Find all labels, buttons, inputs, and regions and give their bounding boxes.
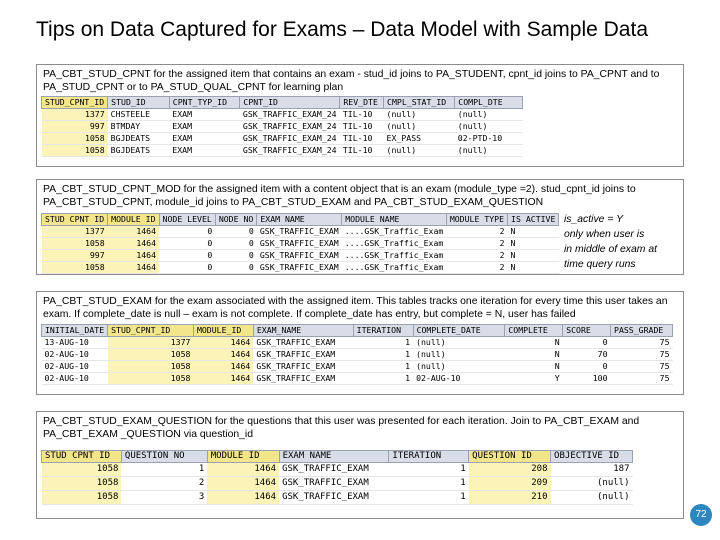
table-cell: 0: [563, 361, 611, 373]
table-cell: 75: [611, 373, 673, 385]
table-cell: EXAM: [169, 133, 240, 145]
table-cell: 1377: [42, 109, 108, 121]
table-cell: 0: [215, 262, 257, 274]
column-header: ITERATION: [389, 451, 469, 463]
table-cell: GSK_TRAFFIC_EXAM: [253, 373, 353, 385]
table-cell: 1: [389, 477, 469, 491]
table-cell: 1464: [207, 477, 279, 491]
table-cell: 1464: [108, 238, 159, 250]
note-line: in middle of exam at: [564, 244, 657, 255]
table-cell: GSK_TRAFFIC_EXAM: [253, 361, 353, 373]
table-cell: 1464: [207, 491, 279, 505]
table-cell: 208: [469, 463, 551, 477]
table-cell: 02-PTD-10: [455, 133, 523, 145]
table-cell: 1058: [42, 238, 108, 250]
table-cell: 1: [353, 349, 413, 361]
table-cell: N: [505, 337, 563, 349]
table-row: [42, 109, 523, 121]
table-cell: N: [508, 250, 559, 262]
table-cell: 1058: [108, 349, 194, 361]
table-cell: Y: [505, 373, 563, 385]
table-cell: GSK_TRAFFIC_EXAM: [253, 349, 353, 361]
table-cell: (null): [455, 145, 523, 157]
table-row: [42, 349, 673, 361]
table-cell: 1058: [42, 477, 122, 491]
table-cell: 0: [159, 226, 215, 238]
table-cell: 187: [551, 463, 633, 477]
table-cell: 02-AUG-10: [42, 349, 108, 361]
table-cell: 75: [611, 361, 673, 373]
table-cell: 13-AUG-10: [42, 337, 108, 349]
table-row: [42, 491, 633, 505]
panel-stud-cpnt: [36, 64, 684, 167]
table-cell: GSK_TRAFFIC_EXAM_24: [240, 133, 340, 145]
column-header: EXAM_NAME: [253, 325, 353, 337]
table-cell: 997: [42, 250, 108, 262]
column-header: REV_DTE: [340, 97, 384, 109]
column-header: COMPLETE_DATE: [413, 325, 505, 337]
table-cell: GSK_TRAFFIC_EXAM_24: [240, 145, 340, 157]
table-cell: GSK_TRAFFIC_EXAM: [257, 250, 342, 262]
table-cell: 2: [446, 238, 507, 250]
data-table: [41, 213, 559, 274]
table-cell: 3: [121, 491, 207, 505]
table-cell: 75: [611, 337, 673, 349]
table-cell: 1464: [108, 250, 159, 262]
table-cell: 2: [446, 250, 507, 262]
column-header: CPNT_ID: [240, 97, 340, 109]
table-cell: 100: [563, 373, 611, 385]
column-header: PASS_GRADE: [611, 325, 673, 337]
table-cell: GSK_TRAFFIC_EXAM: [257, 226, 342, 238]
note-line: time query runs: [564, 259, 636, 270]
table-cell: 02-AUG-10: [413, 373, 505, 385]
table-cell: GSK_TRAFFIC_EXAM: [253, 337, 353, 349]
table-cell: GSK_TRAFFIC_EXAM: [279, 463, 389, 477]
page-number-badge: 72: [690, 504, 712, 526]
table-cell: EXAM: [169, 121, 240, 133]
table-row: [42, 121, 523, 133]
column-header: SCORE: [563, 325, 611, 337]
panel-description: PA_CBT_STUD_CPNT for the assigned item that contains an exam - stud_id joins to PA_STUDENT, cpnt_id joins to PA_CPNT and to PA_STUD_CPNT or to PA_STUD_QUAL_CPNT for learning plan: [43, 69, 660, 93]
table-cell: 0: [215, 250, 257, 262]
table-cell: 0: [215, 238, 257, 250]
table-cell: 0: [159, 262, 215, 274]
column-header: STUD_CPNT_ID: [42, 97, 108, 109]
table-cell: N: [508, 226, 559, 238]
column-header: COMPLETE: [505, 325, 563, 337]
column-header: MODULE ID: [207, 451, 279, 463]
table-cell: 1377: [42, 226, 108, 238]
table-row: [42, 145, 523, 157]
table-row: [42, 337, 673, 349]
table-cell: TIL-10: [340, 133, 384, 145]
column-header: STUD CPNT ID: [42, 214, 108, 226]
table-cell: 2: [446, 226, 507, 238]
table-cell: 1464: [193, 373, 253, 385]
panel-description: PA_CBT_STUD_EXAM_QUESTION for the questions that this user was presented for each iteration. Join to PA_CBT_EXAM and PA_CBT_EXAM _QUESTION via question_id: [43, 416, 640, 440]
column-header: ITERATION: [353, 325, 413, 337]
note-line: only when user is: [564, 229, 645, 240]
column-header: IS ACTIVE: [508, 214, 559, 226]
table-cell: 2: [446, 262, 507, 274]
column-header: QUESTION ID: [469, 451, 551, 463]
table-cell: 1464: [193, 349, 253, 361]
table-cell: 1464: [193, 337, 253, 349]
table-cell: (null): [413, 349, 505, 361]
table-cell: 1: [121, 463, 207, 477]
table-cell: 1058: [42, 133, 108, 145]
table-cell: GSK_TRAFFIC_EXAM: [279, 491, 389, 505]
table-cell: 1058: [108, 373, 194, 385]
table-cell: EX_PASS: [384, 133, 455, 145]
data-table: [41, 450, 633, 505]
table-cell: BGJDEATS: [108, 133, 170, 145]
table-row: [42, 133, 523, 145]
table-cell: CHSTEELE: [108, 109, 170, 121]
column-header: STUD CPNT ID: [42, 451, 122, 463]
table-row: [42, 250, 559, 262]
table-cell: (null): [384, 121, 455, 133]
table-cell: 1058: [108, 361, 194, 373]
table-cell: (null): [551, 491, 633, 505]
column-header: OBJECTIVE ID: [551, 451, 633, 463]
table-cell: 1058: [42, 262, 108, 274]
table-cell: 210: [469, 491, 551, 505]
column-header: QUESTION NO: [121, 451, 207, 463]
column-header: MODULE TYPE: [446, 214, 507, 226]
table-cell: 1464: [193, 361, 253, 373]
column-header: STUD_CPNT_ID: [108, 325, 194, 337]
table-row: [42, 226, 559, 238]
table-cell: 70: [563, 349, 611, 361]
note-line: is_active = Y: [564, 214, 624, 225]
table-cell: N: [505, 349, 563, 361]
table-cell: 1058: [42, 145, 108, 157]
table-cell: 0: [563, 337, 611, 349]
column-header: NODE LEVEL: [159, 214, 215, 226]
table-row: [42, 373, 673, 385]
table-cell: 0: [159, 250, 215, 262]
table-row: [42, 463, 633, 477]
table-cell: 997: [42, 121, 108, 133]
table-cell: 2: [121, 477, 207, 491]
table-cell: 02-AUG-10: [42, 361, 108, 373]
table-cell: EXAM: [169, 109, 240, 121]
table-cell: BTMDAY: [108, 121, 170, 133]
table-cell: 1: [353, 337, 413, 349]
table-cell: GSK_TRAFFIC_EXAM_24: [240, 109, 340, 121]
table-cell: 0: [159, 238, 215, 250]
table-row: [42, 238, 559, 250]
table-cell: (null): [384, 145, 455, 157]
table-cell: TIL-10: [340, 121, 384, 133]
data-table: [41, 96, 523, 157]
column-header: EXAM NAME: [257, 214, 342, 226]
column-header: MODULE ID: [108, 214, 159, 226]
table-cell: 1464: [207, 463, 279, 477]
table-cell: 02-AUG-10: [42, 373, 108, 385]
table-row: [42, 262, 559, 274]
table-cell: BGJDEATS: [108, 145, 170, 157]
column-header: CMPL_STAT_ID: [384, 97, 455, 109]
table-cell: 0: [215, 226, 257, 238]
table-cell: (null): [455, 121, 523, 133]
table-row: [42, 477, 633, 491]
panel-description: PA_CBT_STUD_EXAM for the exam associated with the assigned item. This tables tracks one iteration for every time this user takes an exam. If complete_date is null – exam is not complete. If complete_date has entry, but complete = N, user has failed: [43, 296, 668, 320]
table-cell: N: [508, 262, 559, 274]
column-header: INITIAL_DATE: [42, 325, 108, 337]
table-cell: (null): [551, 477, 633, 491]
table-cell: 1: [389, 463, 469, 477]
table-cell: 1058: [42, 491, 122, 505]
is-active-note: [564, 212, 657, 272]
column-header: CPNT_TYP_ID: [169, 97, 240, 109]
table-cell: N: [505, 361, 563, 373]
column-header: EXAM NAME: [279, 451, 389, 463]
table-cell: ....GSK_Traffic_Exam: [342, 262, 447, 274]
table-cell: N: [508, 238, 559, 250]
table-row: [42, 361, 673, 373]
table-cell: (null): [455, 109, 523, 121]
table-cell: 1: [353, 361, 413, 373]
column-header: MODULE NAME: [342, 214, 447, 226]
table-cell: GSK_TRAFFIC_EXAM: [257, 238, 342, 250]
table-cell: 209: [469, 477, 551, 491]
table-cell: 1464: [108, 226, 159, 238]
table-cell: GSK_TRAFFIC_EXAM: [279, 477, 389, 491]
table-cell: ....GSK_Traffic_Exam: [342, 250, 447, 262]
table-cell: EXAM: [169, 145, 240, 157]
table-cell: TIL-10: [340, 109, 384, 121]
panel-stud-exam-question: [36, 411, 684, 519]
panel-description: PA_CBT_STUD_CPNT_MOD for the assigned item with a content object that is an exam (module_type =2). stud_cpnt_id joins to PA_CBT_STUD_CPNT, module_id joins to PA_CBT_STUD_EXAM and PA_CBT_STUD_EXAM_QUESTION: [43, 184, 636, 208]
table-cell: 1464: [108, 262, 159, 274]
column-header: MODULE_ID: [193, 325, 253, 337]
column-header: STUD_ID: [108, 97, 170, 109]
table-cell: 1377: [108, 337, 194, 349]
panel-stud-exam: [36, 291, 684, 395]
table-cell: (null): [384, 109, 455, 121]
table-cell: 75: [611, 349, 673, 361]
data-table: [41, 324, 673, 385]
column-header: NODE NO: [215, 214, 257, 226]
column-header: COMPL_DTE: [455, 97, 523, 109]
table-cell: TIL-10: [340, 145, 384, 157]
table-cell: 1: [389, 491, 469, 505]
table-cell: ....GSK_Traffic_Exam: [342, 226, 447, 238]
slide-title: Tips on Data Captured for Exams – Data Model with Sample Data: [36, 18, 649, 41]
table-cell: ....GSK_Traffic_Exam: [342, 238, 447, 250]
table-cell: (null): [413, 361, 505, 373]
table-cell: 1: [353, 373, 413, 385]
table-cell: GSK_TRAFFIC_EXAM_24: [240, 121, 340, 133]
table-cell: 1058: [42, 463, 122, 477]
table-cell: GSK_TRAFFIC_EXAM: [257, 262, 342, 274]
table-cell: (null): [413, 337, 505, 349]
